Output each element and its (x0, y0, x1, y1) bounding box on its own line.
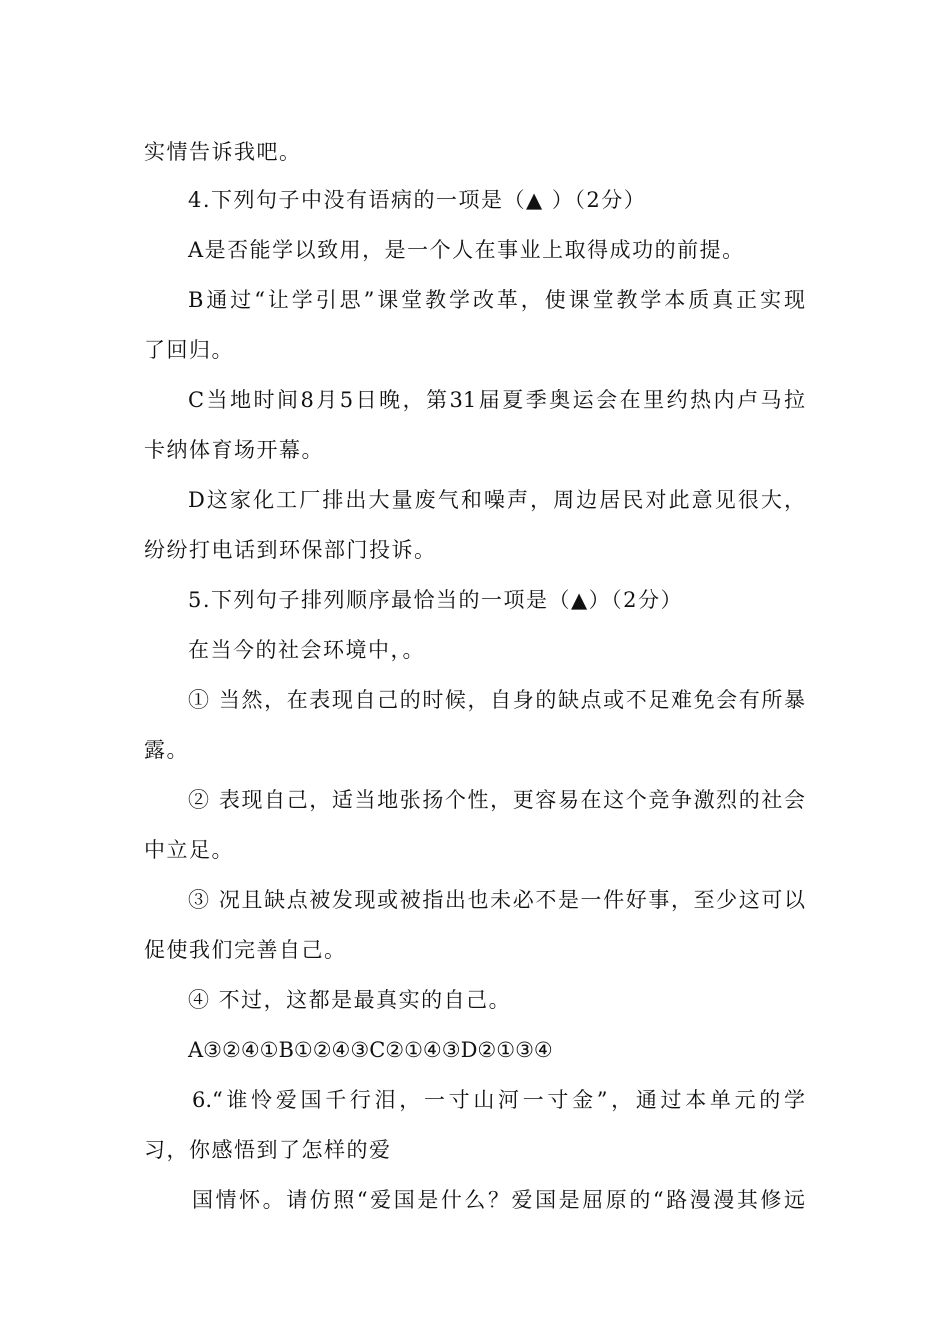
sentence-4: ④ 不过，这都是最真实的自己。 (188, 988, 512, 1012)
text-line: 卡纳体育场开幕。 (144, 438, 324, 462)
question-6-stem: 6.“谁怜爱国千行泪，一寸山河一寸金”，通过本单元的学 (192, 1088, 805, 1112)
answer-options: A③②④①B①②④③C②①④③D②①③④ (188, 1038, 553, 1062)
text-line: 露。 (144, 738, 189, 762)
option-d: D这家化工厂排出大量废气和噪声，周边居民对此意见很大， (188, 488, 805, 512)
option-c: C当地时间8月5日晚，第31届夏季奥运会在里约热内卢马拉 (188, 388, 805, 412)
option-a: A是否能学以致用，是一个人在事业上取得成功的前提。 (188, 238, 745, 262)
question-5-stem: 5.下列句子排列顺序最恰当的一项是（▲）（2分） (188, 588, 684, 612)
sentence-2: ② 表现自己，适当地张扬个性，更容易在这个竞争激烈的社会 (188, 788, 805, 812)
text-line: 国情怀。请仿照“爱国是什么？爱国是屈原的“路漫漫其修远 (192, 1188, 805, 1212)
text-line: 了回归。 (144, 338, 234, 362)
option-b: B通过“让学引思”课堂教学改革，使课堂教学本质真正实现 (188, 288, 805, 312)
sentence-3: ③ 况且缺点被发现或被指出也未必不是一件好事，至少这可以 (188, 888, 805, 912)
text-line: 习，你感悟到了怎样的爱 (144, 1138, 392, 1162)
text-line: 促使我们完善自己。 (144, 938, 347, 962)
text-line: 纷纷打电话到环保部门投诉。 (144, 538, 437, 562)
question-4-stem: 4.下列句子中没有语病的一项是（▲ ）（2分） (188, 188, 647, 212)
text-line: 在当今的社会环境中，。 (188, 638, 425, 662)
sentence-1: ① 当然，在表现自己的时候，自身的缺点或不足难免会有所暴 (188, 688, 805, 712)
text-line: 实情告诉我吧。 (144, 140, 302, 164)
text-line: 中立足。 (144, 838, 234, 862)
